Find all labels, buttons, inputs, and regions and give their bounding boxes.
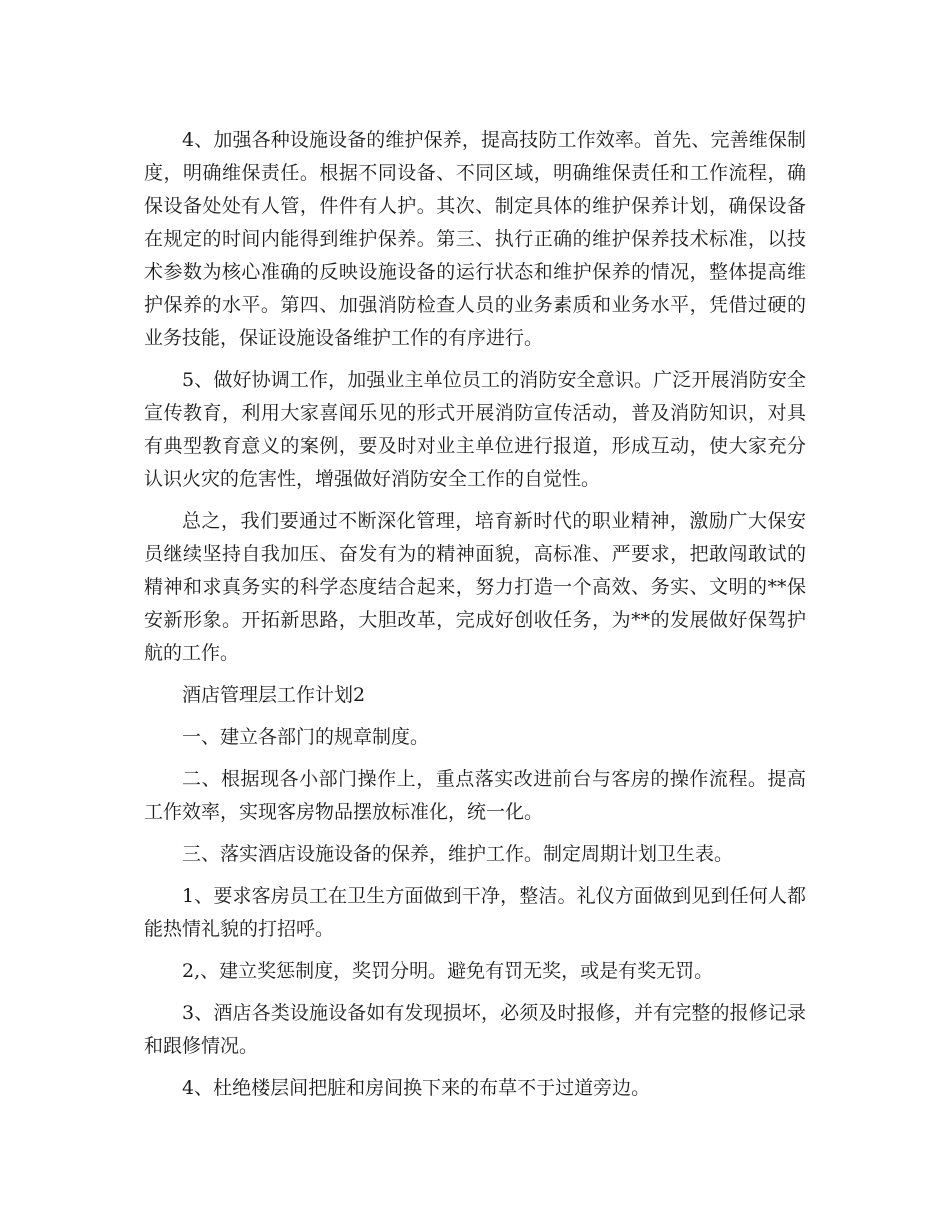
- paragraph-subitem-3: 3、酒店各类设施设备如有发现损坏，必须及时报修，并有完整的报修记录和跟修情况。: [144, 1002, 806, 1057]
- document-body: [144, 124, 806, 1114]
- paragraph-item-3: 三、落实酒店设施设备的保养，维护工作。制定周期计划卫生表。: [182, 843, 734, 865]
- paragraph-subitem-1: 1、要求客房员工在卫生方面做到干净，整洁。礼仪方面做到见到任何人都能热情礼貌的打招呼。: [144, 885, 806, 940]
- paragraph-summary: 总之，我们要通过不断深化管理，培育新时代的职业精神，激励广大保安员继续坚持自我加压、奋发有为的精神面貌，高标准、严要求，把敢闯敢试的精神和求真务实的科学态度结合起来，努力打造一个高效、务实、文明的**保安新形象。开拓新思路，大胆改革，完成好创收任务，为**的发展做好保驾护航的工作。: [144, 510, 806, 664]
- paragraph-item-1: 一、建立各部门的规章制度。: [182, 726, 430, 748]
- paragraph-coordination: 5、做好协调工作，加强业主单位员工的消防安全意识。广泛开展消防安全宣传教育，利用大家喜闻乐见的形式开展消防宣传活动，普及消防知识，对具有典型教育意义的案例，要及时对业主单位进行报道，形成互动，使大家充分认识火灾的危害性，增强做好消防安全工作的自觉性。: [144, 369, 806, 490]
- paragraph-subitem-4: 4、杜绝楼层间把脏和房间换下来的布草不于过道旁边。: [182, 1077, 651, 1099]
- section-heading: 酒店管理层工作计划2: [182, 684, 366, 706]
- paragraph-subitem-2: 2,、建立奖惩制度，奖罚分明。避免有罚无奖，或是有奖无罚。: [182, 960, 714, 982]
- paragraph-maintenance: 4、加强各种设施设备的维护保养，提高技防工作效率。首先、完善维保制度，明确维保责任。根据不同设备、不同区域，明确维保责任和工作流程，确保设备处处有人管，件件有人护。其次、制定具体的维护保养计划，确保设备在规定的时间内能得到维护保养。第三、执行正确的维护保养技术标准，以技术参数为核心准确的反映设施设备的运行状态和维护保养的情况，整体提高维护保养的水平。第四、加强消防检查人员的业务素质和业务水平，凭借过硬的业务技能，保证设施设备维护工作的有序进行。: [144, 129, 806, 349]
- paragraph-item-2: 二、根据现各小部门操作上，重点落实改进前台与客房的操作流程。提高工作效率，实现客房物品摆放标准化，统一化。: [144, 768, 806, 823]
